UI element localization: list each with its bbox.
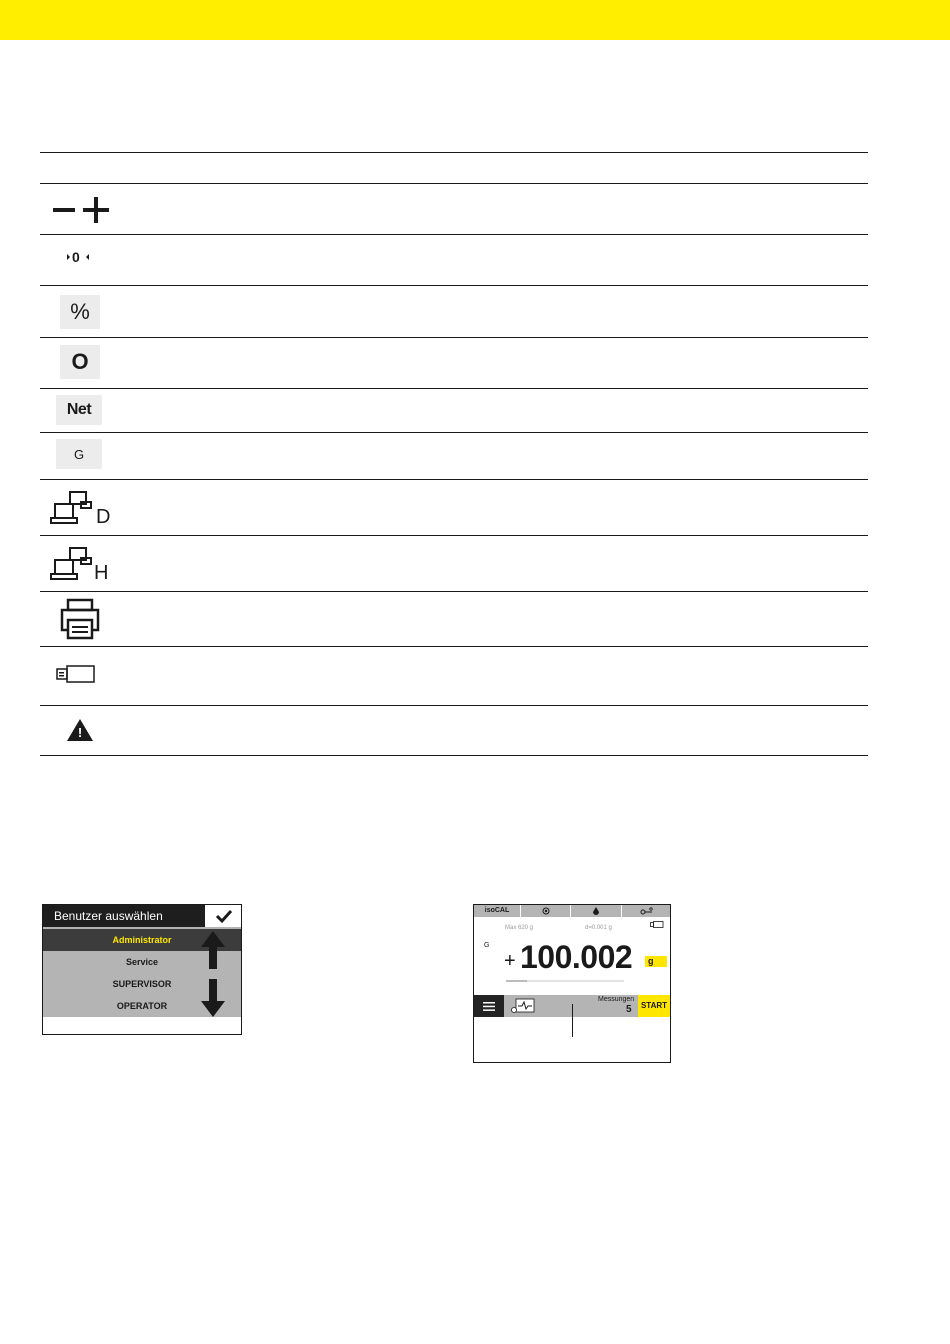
table-row (40, 536, 868, 592)
header-color-bar (0, 0, 950, 40)
table-row (40, 338, 868, 389)
capacity-bar-fill (506, 980, 527, 982)
unit-badge[interactable]: g (645, 956, 667, 967)
table-row (40, 235, 868, 286)
isocal-label: isoCAL (484, 907, 510, 914)
table-row (40, 433, 868, 480)
table-row (40, 286, 868, 338)
weighing-screen (473, 904, 671, 1063)
drop-icon (593, 907, 599, 915)
gross-mode-indicator: G (484, 942, 490, 949)
user-item-label: Administrator (112, 935, 172, 945)
percent-icon (60, 295, 100, 329)
interface-d-glyph: D (96, 506, 111, 528)
printer-icon (60, 598, 100, 640)
user-select-title: Benutzer auswählen (43, 905, 205, 927)
max-capacity-label: Max 620 g (505, 925, 534, 931)
application-icon[interactable] (510, 998, 536, 1014)
net-glyph: Net (66, 401, 92, 418)
humidity-indicator[interactable] (571, 905, 622, 917)
check-icon[interactable] (213, 907, 235, 925)
measurements-label: Messungen (598, 996, 635, 1003)
weight-value: 100.002 (520, 939, 633, 975)
menu-button[interactable] (474, 995, 504, 1017)
level-indicator[interactable] (521, 905, 571, 917)
table-row (40, 389, 868, 433)
table-row (40, 184, 868, 235)
user-list (43, 927, 241, 1017)
circle-o-icon (60, 345, 100, 379)
symbol-table (40, 152, 868, 756)
value-sign: + (504, 950, 516, 972)
table-row (40, 706, 868, 756)
gross-glyph: G (73, 446, 85, 462)
callout-line (572, 1004, 573, 1037)
table-row (40, 480, 868, 536)
warning-icon (66, 718, 94, 742)
table-row (40, 592, 868, 647)
measurements-count: 5 (626, 1004, 632, 1015)
key-icon (640, 907, 654, 915)
start-button[interactable]: START (638, 995, 670, 1017)
zero-glyph: 0 (72, 249, 80, 265)
table-header-row (40, 153, 868, 184)
status-bar (474, 905, 670, 917)
warning-glyph: ! (77, 725, 83, 740)
interface-h-glyph: H (94, 562, 109, 584)
hamburger-icon (483, 1002, 495, 1011)
user-item-label: SUPERVISOR (112, 979, 172, 989)
data-interface-d-icon (50, 490, 114, 530)
user-item-label: OPERATOR (116, 1001, 168, 1011)
level-icon (542, 907, 550, 915)
gross-icon (56, 439, 102, 469)
usb-status-icon (650, 921, 664, 928)
user-indicator[interactable] (622, 905, 670, 917)
isocal-button[interactable] (474, 905, 521, 917)
usb-stick-icon (56, 664, 96, 684)
data-interface-h-icon (50, 546, 114, 586)
percent-glyph: % (70, 299, 90, 324)
table-row (40, 647, 868, 706)
minus-plus-icon (52, 197, 112, 223)
capacity-bar (506, 980, 624, 982)
readability-label: d=0.001 g (585, 925, 612, 931)
circle-o-glyph: O (71, 349, 89, 374)
scroll-arrows-icon[interactable] (198, 929, 228, 1019)
user-select-screen (42, 904, 242, 1035)
net-icon (56, 395, 102, 425)
zero-icon (66, 248, 90, 266)
user-item-label: Service (125, 957, 159, 967)
